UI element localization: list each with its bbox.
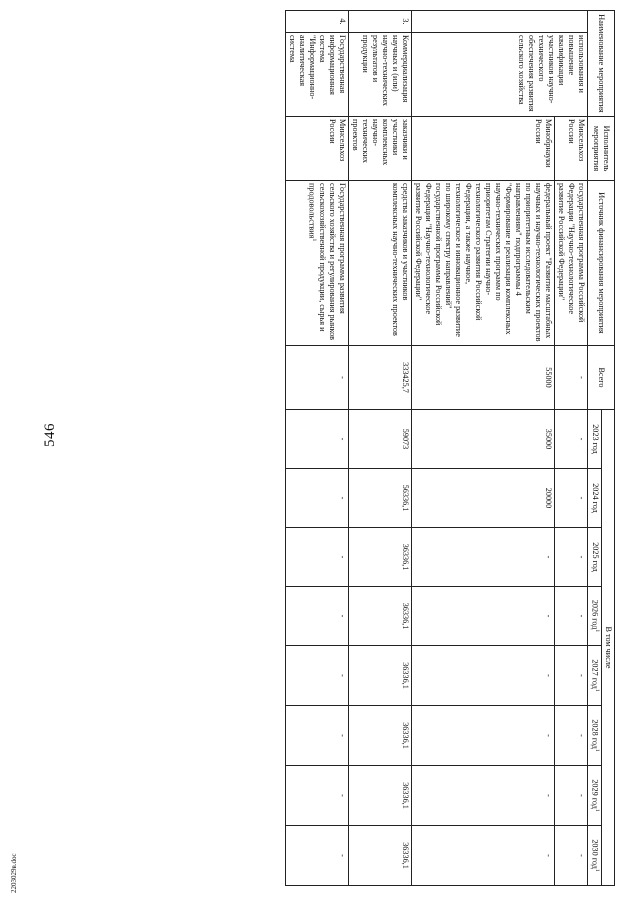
row-value: 36336,1	[349, 587, 412, 646]
row-name: Государственная информационная система "Информационно-аналитическая система	[286, 33, 349, 117]
header-source: Источник финансирования мероприятия	[588, 181, 615, 346]
header-year: 2026 год$^1$	[588, 587, 602, 646]
row-executor: Минсельхоз России	[286, 117, 349, 181]
row-value: 59073	[349, 410, 412, 469]
row-value: -	[412, 646, 555, 706]
row-value: -	[412, 766, 555, 826]
row-value: 35000	[412, 410, 555, 469]
table-row	[349, 11, 412, 886]
header-year: 2027 год$^1$	[588, 646, 602, 706]
table-row	[555, 11, 588, 886]
row-value: -	[555, 766, 588, 826]
financing-table	[285, 10, 615, 886]
row-value: -	[286, 826, 349, 886]
header-executor: Исполнитель мероприятия	[588, 117, 615, 181]
page-number: 546	[42, 423, 58, 447]
row-value: -	[555, 587, 588, 646]
row-executor: Минсельхоз России	[555, 117, 588, 181]
table-row	[412, 11, 555, 886]
row-index: 4.	[286, 11, 349, 33]
row-source: средства заказчиков и участников комплексных научно-технических проектов	[349, 181, 412, 346]
row-value: -	[286, 528, 349, 587]
row-value: -	[412, 528, 555, 587]
header-total: Всего	[588, 346, 615, 410]
row-value: 36336,1	[349, 528, 412, 587]
row-source: Государственная программа развития сельского хозяйства и регулирования рынков сельскохозяйственной продукции, сырья и продовольствия$^1$	[286, 181, 349, 346]
row-total: 55000	[412, 346, 555, 410]
row-source: государственная программа Российской Федерации "Научно-технологическое развитие Российской Федерации"	[555, 181, 588, 346]
row-executor: заказчики и участники комплексных научно-технических проектов	[349, 117, 412, 181]
header-year: 2028 год$^1$	[588, 706, 602, 766]
row-value: -	[286, 410, 349, 469]
row-name: Коммерциализация научных и (или) научно-технических результатов и продукции	[349, 33, 412, 117]
row-total: -	[555, 346, 588, 410]
row-value: 36336,1	[349, 826, 412, 886]
header-name: Наименование мероприятия	[588, 11, 615, 117]
footer-doc-name: 2203029в.doc	[10, 853, 18, 893]
row-value: -	[286, 469, 349, 528]
row-total: -	[286, 346, 349, 410]
row-value: -	[555, 528, 588, 587]
row-name: использования и повышение квалификации участников научно-технического обеспечения развития сельского хозяйства	[412, 33, 588, 117]
row-value: -	[286, 646, 349, 706]
row-value: 20000	[412, 469, 555, 528]
header-year: 2025 год	[588, 528, 602, 587]
row-value: -	[286, 706, 349, 766]
row-value: -	[286, 587, 349, 646]
table-row	[286, 11, 349, 886]
row-total: 333425,7	[349, 346, 412, 410]
row-value: -	[412, 826, 555, 886]
row-value: 36336,1	[349, 706, 412, 766]
rotated-table-sheet	[65, 10, 615, 885]
row-value: -	[286, 766, 349, 826]
row-value: -	[555, 706, 588, 766]
row-source: федеральный проект "Развитие масштабных научных и научно-технологических проектов по приоритетным исследовательским направлениям" подпрограммы 4 "Формирование и реализация комплексных научно-технических программ по приоритетам Стратегии научно-технологического развития Российской Федерации, а также научное, технологическое и инновационное развитие по широкому спектру направлений" государственной программы Российской Федерации "Научно-технологическое развитие Российской Федерации"	[412, 181, 555, 346]
row-value: -	[555, 826, 588, 886]
row-value: 36336,1	[349, 646, 412, 706]
header-year: 2023 год	[588, 410, 602, 469]
row-value: -	[555, 646, 588, 706]
header-year: 2024 год	[588, 469, 602, 528]
header-including: В том числе	[602, 410, 615, 886]
row-value: -	[555, 469, 588, 528]
row-index	[412, 11, 588, 33]
row-value: 36336,1	[349, 766, 412, 826]
header-year: 2030 год$^1$	[588, 826, 602, 886]
row-value: -	[555, 410, 588, 469]
row-index: 3.	[349, 11, 412, 33]
row-value: -	[412, 587, 555, 646]
header-year: 2029 год$^1$	[588, 766, 602, 826]
row-value: -	[412, 706, 555, 766]
row-value: 56336,1	[349, 469, 412, 528]
row-executor: Минобрнауки России	[412, 117, 555, 181]
